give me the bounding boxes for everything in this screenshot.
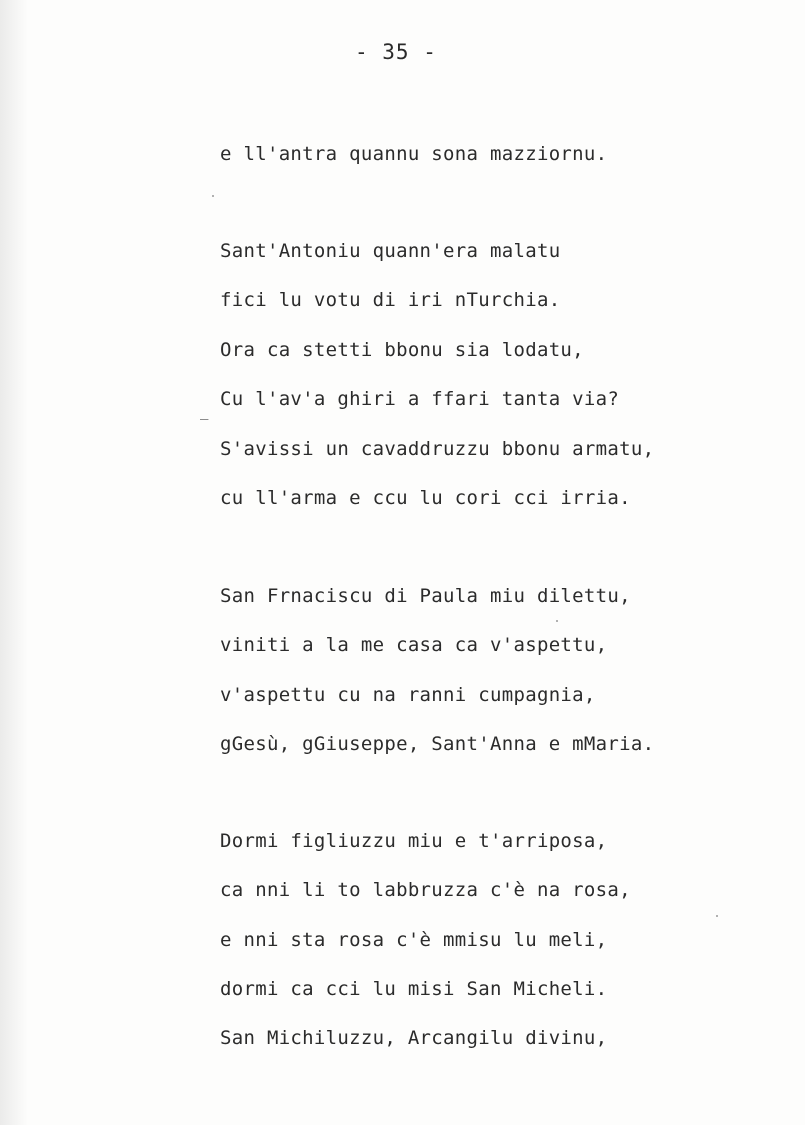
verse-line: ca nni li to labbruzza c'è na rosa, bbox=[220, 879, 631, 901]
paper-speck bbox=[212, 195, 214, 197]
verse-line: dormi ca cci lu misi San Micheli. bbox=[220, 978, 608, 1000]
verse-line: Dormi figliuzzu miu e t'arriposa, bbox=[220, 830, 608, 852]
paper-speck bbox=[556, 620, 558, 622]
verse-line: v'aspettu cu na ranni cumpagnia, bbox=[220, 684, 596, 706]
paper-speck bbox=[716, 915, 718, 917]
verse-line: viniti a la me casa ca v'aspettu, bbox=[220, 634, 608, 656]
verse-line: e nni sta rosa c'è mmisu lu meli, bbox=[220, 929, 608, 951]
verse-line: San Michiluzzu, Arcangilu divinu, bbox=[220, 1027, 608, 1049]
verse-line: Ora ca stetti bbonu sia lodatu, bbox=[220, 339, 584, 361]
verse-line: Sant'Antoniu quann'era malatu bbox=[220, 240, 561, 262]
verse-line: San Frnaciscu di Paula miu dilettu, bbox=[220, 585, 631, 607]
verse-line: S'avissi un cavaddruzzu bbonu armatu, bbox=[220, 438, 655, 460]
verse-line: fici lu votu di iri nTurchia. bbox=[220, 289, 561, 311]
verse-line: cu ll'arma e ccu lu cori cci irria. bbox=[220, 487, 631, 509]
verse-line: e ll'antra quannu sona mazziornu. bbox=[220, 143, 608, 165]
page-edge-shadow bbox=[0, 0, 28, 1125]
verse-line: gGesù, gGiuseppe, Sant'Anna e mMaria. bbox=[220, 733, 655, 755]
page-number: - 35 - bbox=[355, 40, 437, 64]
verse-line: Cu l'av'a ghiri a ffari tanta via? bbox=[220, 388, 620, 410]
margin-dash-mark: _ bbox=[200, 404, 209, 420]
